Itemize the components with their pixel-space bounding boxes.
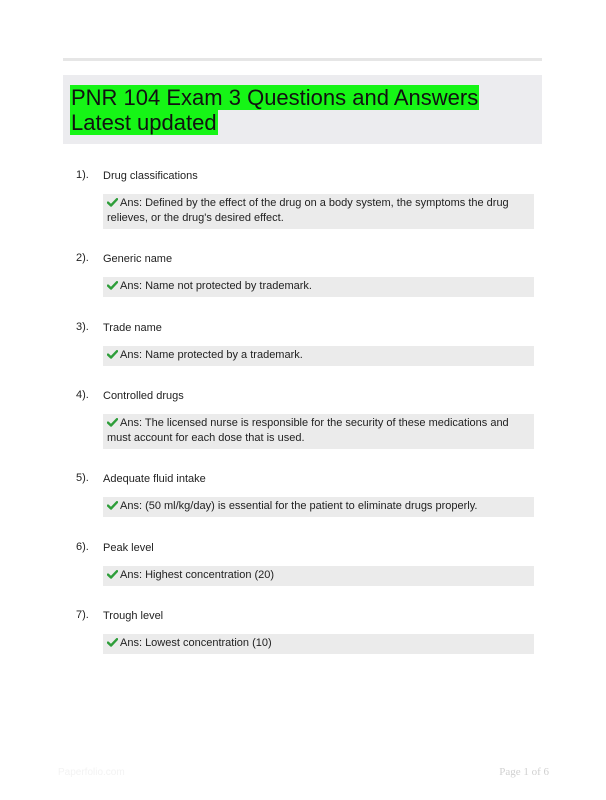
- answer-box: [103, 497, 534, 517]
- question-number: 4).: [76, 389, 89, 401]
- answer-text: Ans: Defined by the effect of the drug on a body system, the symptoms the drug relieves, or the drug's desired effect.: [107, 197, 509, 224]
- question-text: Trade name: [103, 322, 162, 334]
- question-text: Peak level: [103, 542, 154, 554]
- answer-box: [103, 566, 534, 586]
- question-text: Adequate fluid intake: [103, 473, 206, 485]
- answer-text: Ans: Name not protected by trademark.: [120, 280, 312, 292]
- question-number: 3).: [76, 321, 89, 333]
- check-icon: [107, 281, 118, 290]
- page-title-text: PNR 104 Exam 3 Questions and Answers Latest updated: [71, 85, 479, 135]
- answer-text: Ans: Name protected by a trademark.: [120, 349, 303, 361]
- page-number: Page 1 of 6: [499, 766, 549, 778]
- answer-box: [103, 346, 534, 366]
- question-number: 6).: [76, 541, 89, 553]
- question-number: 2).: [76, 252, 89, 264]
- answer-text: Ans: (50 ml/kg/day) is essential for the patient to eliminate drugs properly.: [120, 500, 478, 512]
- answer-box: [103, 194, 534, 229]
- check-icon: [107, 198, 118, 207]
- check-icon: [107, 638, 118, 647]
- check-icon: [107, 350, 118, 359]
- question-number: 7).: [76, 609, 89, 621]
- answer-box: [103, 414, 534, 449]
- question-text: Trough level: [103, 610, 164, 622]
- footer-watermark: Paperfolio.com: [58, 767, 125, 778]
- question-text: Generic name: [103, 253, 173, 265]
- question-text: Controlled drugs: [103, 390, 184, 402]
- check-icon: [107, 501, 118, 510]
- answer-box: [103, 634, 534, 654]
- page-title: [70, 85, 532, 135]
- answer-text: Ans: Lowest concentration (10): [120, 637, 272, 649]
- check-icon: [107, 570, 118, 579]
- answer-text: Ans: The licensed nurse is responsible for the security of these medications and must account for each dose that is used.: [107, 417, 509, 444]
- question-number: 1).: [76, 169, 89, 181]
- answer-box: [103, 277, 534, 297]
- answer-text: Ans: Highest concentration (20): [120, 569, 275, 581]
- question-text: Drug classifications: [103, 170, 198, 182]
- question-number: 5).: [76, 472, 89, 484]
- top-divider: [63, 58, 542, 61]
- check-icon: [107, 418, 118, 427]
